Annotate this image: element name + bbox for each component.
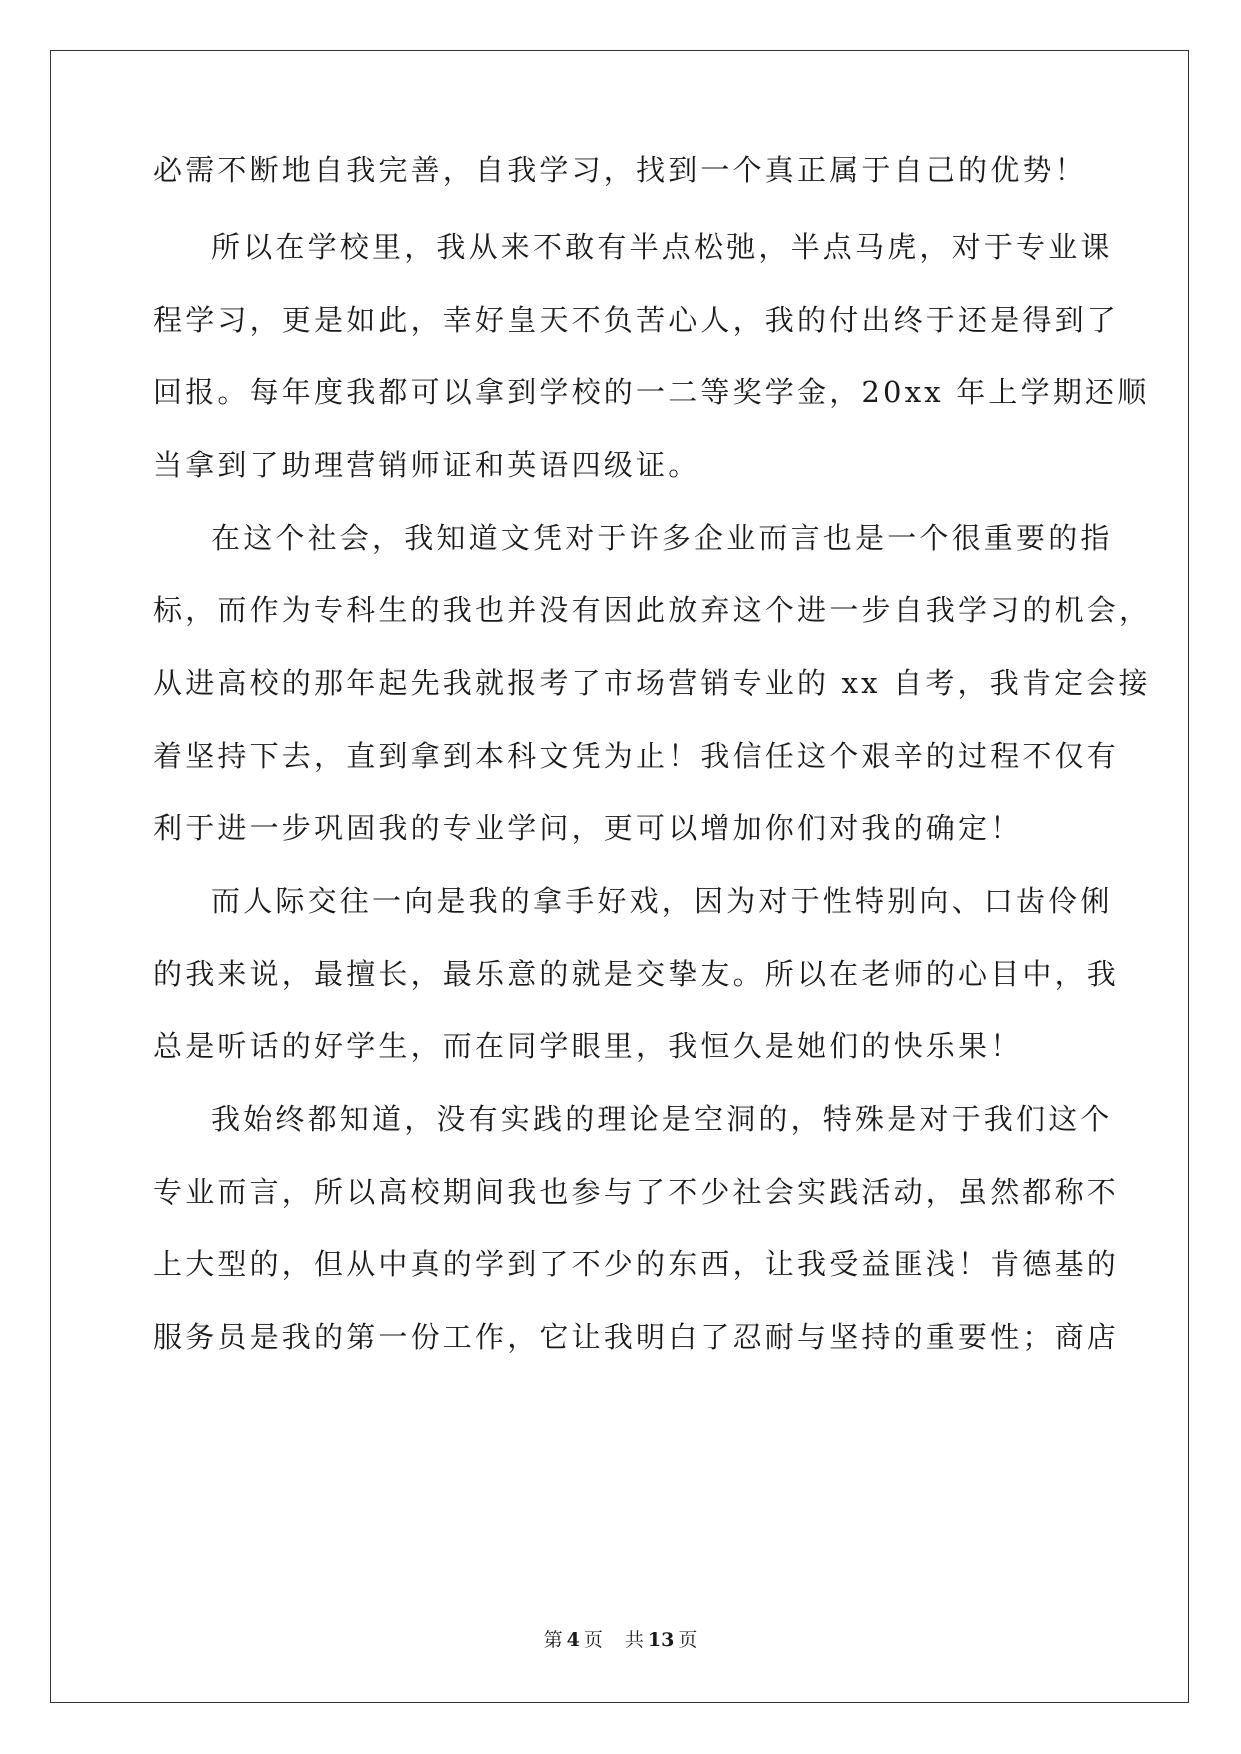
text-line: 在这个社会，我知道文凭对于许多企业而言也是一个很重要的指 — [211, 521, 1113, 555]
text-line: 所以在学校里，我从来不敢有半点松弛，半点马虎，对于专业课 — [211, 230, 1113, 264]
text-line: 的我来说，最擅长，最乐意的就是交挚友。所以在老师的心目中，我 — [153, 957, 1120, 991]
text-line: 利于进一步巩固我的专业学问，更可以增加你们对我的确定！ — [153, 811, 1023, 845]
text-line: 标，而作为专科生的我也并没有因此放弃这个进一步自我学习的机会， — [153, 593, 1152, 627]
text-line: 回报。每年度我都可以拿到学校的一二等奖学金，20xx 年上学期还顺 — [153, 375, 1150, 409]
page-footer — [0, 1625, 1241, 1652]
text-line: 专业而言，所以高校期间我也参与了不少社会实践活动，虽然都称不 — [153, 1175, 1120, 1209]
text-line: 服务员是我的第一份工作，它让我明白了忍耐与坚持的重要性；商店 — [153, 1320, 1120, 1354]
text-line: 着坚持下去，直到拿到本科文凭为止！我信任这个艰辛的过程不仅有 — [153, 739, 1120, 773]
page-border — [50, 50, 1189, 1703]
text-line: 必需不断地自我完善，自我学习，找到一个真正属于自己的优势！ — [153, 153, 1087, 187]
text-line: 而人际交往一向是我的拿手好戏，因为对于性特别向、口齿伶俐 — [211, 884, 1113, 918]
text-line: 当拿到了助理营销师证和英语四级证。 — [153, 448, 701, 482]
text-line: 程学习，更是如此，幸好皇天不负苦心人，我的付出终于还是得到了 — [153, 303, 1120, 337]
page-number: 4 — [566, 1629, 580, 1651]
text-line: 从进高校的那年起先我就报考了市场营销专业的 xx 自考，我肯定会接 — [153, 666, 1151, 700]
total-prefix: 共 — [624, 1629, 644, 1651]
page-suffix: 页 — [583, 1629, 603, 1651]
total-suffix: 页 — [678, 1629, 698, 1651]
text-line: 总是听话的好学生，而在同学眼里，我恒久是她们的快乐果！ — [153, 1029, 1023, 1063]
text-line: 上大型的，但从中真的学到了不少的东西，让我受益匪浅！肯德基的 — [153, 1247, 1120, 1281]
text-line: 我始终都知道，没有实践的理论是空洞的，特殊是对于我们这个 — [211, 1102, 1113, 1136]
page-prefix: 第 — [543, 1629, 563, 1651]
total-pages: 13 — [647, 1629, 675, 1651]
